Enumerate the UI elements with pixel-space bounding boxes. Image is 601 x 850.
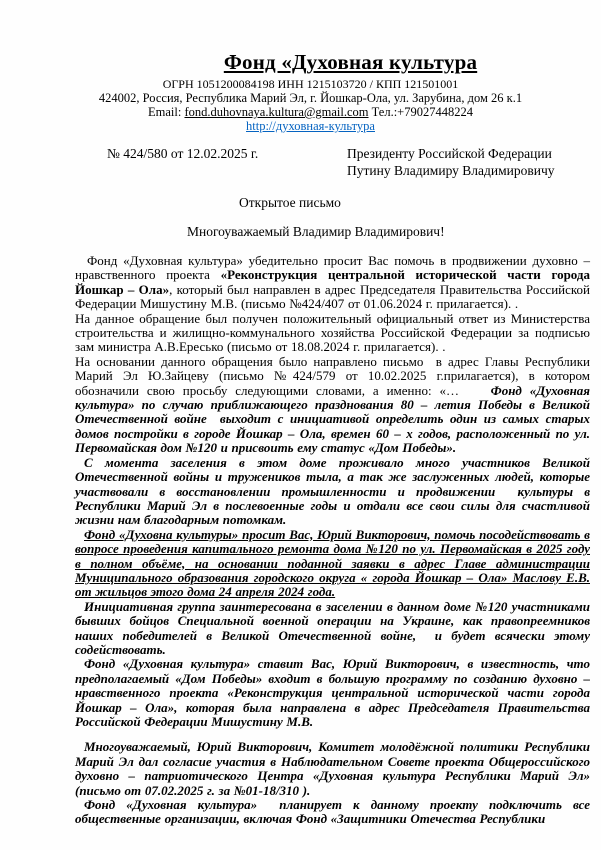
paragraph — [75, 657, 590, 729]
text-run: На данное обращение был получен положительный официальный ответ из Министерства строительства и жилищно-коммунального хозяйства Российской Федерации за подписью зам министра А.В.Ересько (письмо от 18.08.2024 г. прилагается). . — [75, 310, 590, 355]
subject-line: Открытое письмо — [239, 195, 341, 210]
text-run: Инициативная группа заинтересована в заселении в данном доме №120 участниками бывших бойцов Специальной военной операции на Украине, как правопреемников наших победителей в Великой Отечественной войне, и будет всячески этому содействовать. — [75, 598, 590, 657]
addressee-line2: Путину Владимиру Владимировичу — [347, 162, 555, 178]
paragraph — [75, 740, 590, 798]
paragraph — [75, 456, 590, 528]
org-contact-line — [53, 105, 568, 119]
website-link[interactable]: http://духовная-культура — [246, 119, 375, 133]
reference-number: № 424/580 от 12.02.2025 г. — [107, 146, 259, 161]
email-link[interactable]: fond.duhovnaya.kultura@gmail.com — [184, 105, 369, 119]
org-website-line — [53, 119, 568, 133]
addressee-block — [347, 146, 555, 179]
addressee-line1: Президенту Российской Федерации — [347, 146, 552, 161]
text-run: На основании данного обращения было направлено письмо в адрес Главы Республики Марий Эл Ю.Зайцеву (письмо №424/579 от 10.02.2025 г.прилагается), в котором обозначили свою просьбу следующими словами, а именно: «… — [75, 353, 590, 398]
text-run: Фонд «Духовная культура» планирует к данному проекту подключить все общественные организации, включая Фонд «Защитники Отечества Республики — [75, 797, 590, 827]
paragraph — [75, 528, 590, 600]
org-title: Фонд «Духовная культура — [223, 50, 478, 74]
text-run: Фонд «Духовная культура» по случаю приближающего празднования 80 – летия Победы в Великой Отечественной войне выходит с инициативой определить один из самых старых домов постройки в городе Йошкар – Ола, времен 60 – х годов, расположенный по ул. Первомайская дом №120 и присвоить ему статус «Дом Победы». — [75, 382, 590, 456]
paragraph — [75, 355, 590, 456]
text-run: Фонд «Духовная культура» ставит Вас, Юрий Викторович, в известность, что предполагаемый «Дом Победы» входит в большую программу по созданию духовно – нравственного проекта «Реконструкция центральной исторической части города Йошкар – Ола», которая была направлена в адрес Председателя Правительства Российской Федерации Мишустину М.В. — [75, 656, 590, 729]
paragraph — [75, 600, 590, 658]
paragraph — [75, 254, 590, 312]
text-run: , который был направлен в адрес Председателя Правительства Российской Федерации Мишустину М.В. (письмо №424/407 от 01.06.2024 г. прилагается). . — [75, 281, 590, 312]
text-run: С момента заселения в этом доме проживало много участников Великой Отечественной войны и тружеников тыла, а так же заслуженных людей, которые участвовали в восстановлении промышленности и продвижении культуры в Республики Марий Эл в послевоенные годы и отдали все свои силы для счастливой жизни нам благодарным потомкам. — [75, 454, 590, 528]
text-run: «Реконструкция центральной исторической части города Йошкар – Ола» — [75, 267, 590, 297]
salutation: Многоуважаемый Владимир Владимирович! — [187, 224, 445, 239]
letter-body — [75, 254, 590, 827]
reference-row — [75, 146, 590, 182]
text-run: Фонд «Духовна культуры» просит Вас, Юрий Викторович, помочь посодействовать в вопросе проведения капитального ремонта дома №120 по ул. Первомайская в 2025 году в полном объёме, на основании поданной заявки в адрес Главе администрации Муниципального образования городского округа « города Йошкар – Ола» Маслову Е.В. от жильцов этого дома 24 апреля 2024 года. — [75, 526, 590, 600]
paragraph — [75, 798, 590, 827]
phone-number: Тел.:+79027448224 — [368, 105, 473, 119]
text-run: Фонд «Духовная культура» убедительно просит Вас помочь в продвижении духовно – нравственного проекта — [75, 253, 590, 283]
paragraph — [75, 312, 590, 355]
text-run: Многоуважаемый, Юрий Викторович, Комитет молодёжной политики Республики Марий Эл дал согласие участия в Наблюдательном Совете проекта Общероссийского духовно – патриотического Центра «Духовная культура Республики Марий Эл» (письмо от 07.02.2025 г. за №01-18/310 ). — [75, 739, 590, 798]
letterhead — [75, 50, 590, 133]
org-address: 424002, Россия, Республика Марий Эл, г. Йошкар-Ола, ул. Зарубина, дом 26 к.1 — [98, 91, 523, 105]
email-label: Email: — [148, 105, 185, 119]
org-registration: ОГРН 1051200084198 ИНН 1215103720 / КПП 121501001 — [162, 77, 459, 91]
